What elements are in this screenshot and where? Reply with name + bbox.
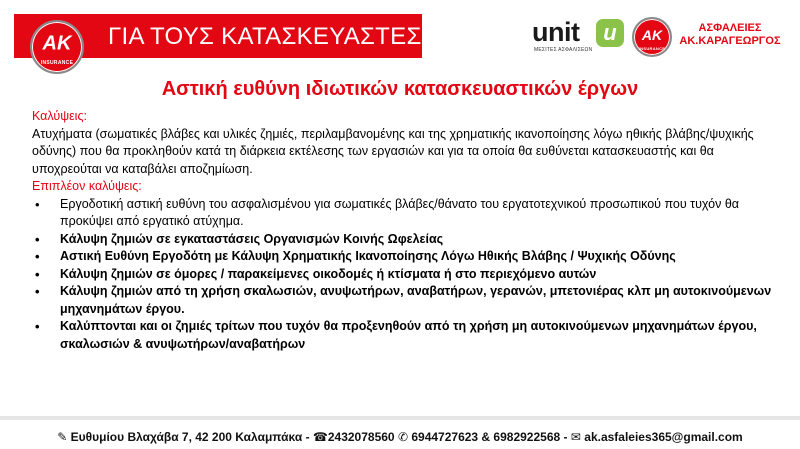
list-item-text: Αστική Ευθύνη Εργοδότη με Κάλυψη Χρηματικής Ικανοποίησης Λόγω Ηθικής Βλάβης / Ψυχικής Οδύνης [60, 249, 676, 263]
logo-mark-small: AK [641, 26, 663, 43]
footer-address: Ευθυμίου Βλαχάβα 7, 42 200 Καλαμπάκα [70, 430, 303, 444]
bullet-icon: • [35, 319, 40, 334]
unit-word: unit [532, 17, 580, 47]
unit-tagline: ΜΕΣΙΤΕΣ ΑΣΦΑΛΙΣΕΩΝ [534, 47, 593, 53]
list-item-text: Κάλυψη ζημιών από τη χρήση σκαλωσιών, ανυψωτήρων, αναβατήρων, γερανών, μπετονιέρας κλπ μη αυτοκινούμενων μηχανημάτων έργου. [60, 284, 772, 316]
unit-badge-icon: u [596, 19, 624, 47]
pencil-icon: ✎ [57, 430, 68, 444]
list-item-text: Κάλυψη ζημιών σε όμορες / παρακείμενες οικοδομές ή κτίσματα ή στο περιεχόμενο αυτών [60, 266, 597, 281]
footer-contact [0, 430, 800, 444]
bullet-icon: • [35, 284, 40, 299]
list-item-text: Εργοδοτική αστική ευθύνη του ασφαλισμένου για σωματικές βλάβες/θάνατο του εργατοτεχνικού προσωπικού που τυχόν θα προκύψει από εργατικό ατύχημα. [60, 196, 740, 228]
list-item-text: Καλύπτονται και οι ζημιές τρίτων που τυχόν θα προξενηθούν από τη χρήση μη αυτοκινούμενων μηχανημάτων έργου, σκαλωσιών & ανυψωτήρων/αναβατήρων [60, 319, 757, 351]
coverage-text: Ατυχήματα (σωματικές βλάβες και υλικές ζημιές, περιλαμβανομένης και της χρηματικής ικανοποίησης λόγω ηθικής βλάβης/ψυχικής οδύνης) που θα προκληθούν κατά τη διάρκεια εκτέλεσης των εργασιών και για τα οποία θα ευθύνεται κατασκευαστής και θα υποχρεούται να καταβάλει αποζημίωση. [32, 126, 754, 176]
content-body [32, 108, 772, 353]
brand-line-2: ΑΚ.ΚΑΡΑΓΕΩΡΓΟΣ [679, 35, 781, 47]
list-item [32, 266, 772, 284]
bullet-icon: • [35, 231, 40, 247]
logo-sub-small: INSURANCE [638, 46, 666, 51]
footer-divider [0, 416, 800, 420]
header-title: ΓΙΑ ΤΟΥΣ ΚΑΤΑΣΚΕΥΑΣΤΕΣ [108, 23, 422, 50]
footer-sep: - [305, 430, 313, 444]
list-item [32, 196, 772, 231]
mobile-icon: ✆ [397, 430, 409, 444]
logo-mark: AK [42, 32, 72, 55]
unit-logo [532, 17, 626, 55]
footer-email[interactable]: ak.asfaleies365@gmail.com [584, 430, 743, 444]
mail-icon: ✉ [570, 430, 581, 444]
coverage-label: Καλύψεις: [32, 109, 87, 123]
ak-insurance-logo-small [632, 17, 672, 57]
footer-sep: - [563, 430, 571, 444]
extra-label: Επιπλέον καλύψεις: [32, 179, 142, 193]
footer-mobiles[interactable]: 6944727623 & 6982922568 [411, 430, 561, 444]
list-item [32, 248, 772, 266]
footer-phone[interactable]: 2432078560 [327, 430, 395, 444]
list-item [32, 318, 772, 353]
bullet-icon: • [35, 196, 40, 212]
bullet-icon: • [35, 266, 40, 282]
page-subtitle: Αστική ευθύνη ιδιωτικών κατασκευαστικών έργων [161, 78, 639, 100]
extra-list [32, 196, 772, 354]
bullet-icon: • [35, 249, 40, 264]
phone-icon: ☎ [312, 430, 328, 444]
ak-insurance-logo [30, 20, 84, 74]
list-item-text: Κάλυψη ζημιών σε εγκαταστάσεις Οργανισμών Κοινής Ωφελείας [60, 231, 444, 246]
list-item [32, 283, 772, 318]
brand-line-1: ΑΣΦΑΛΕΙΕΣ [698, 22, 762, 34]
list-item [32, 231, 772, 249]
logo-sub: INSURANCE [40, 60, 74, 66]
